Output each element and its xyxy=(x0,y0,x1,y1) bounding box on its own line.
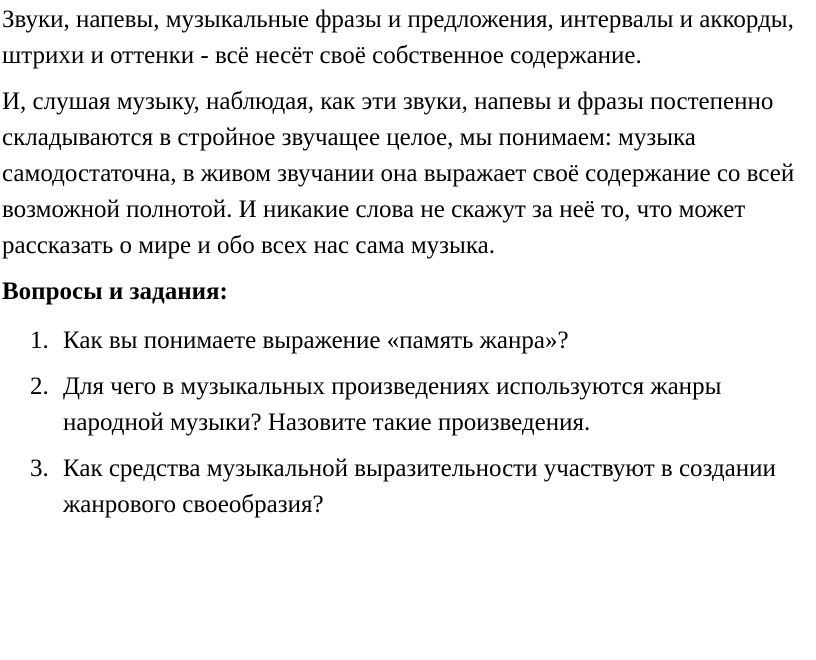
list-item-text: Как средства музыкальной выразительности участвуют в создании жанрового своеобразия? xyxy=(63,455,776,518)
list-item xyxy=(2,369,812,441)
list-item xyxy=(2,323,812,359)
paragraph-intro: Звуки, напевы, музыкальные фразы и предложения, интервалы и аккорды, штрихи и оттенки - всё несёт своё собственное содержание. xyxy=(2,6,794,69)
list-item-number: 3. xyxy=(30,455,49,482)
list-item-number: 1. xyxy=(30,327,49,354)
paragraph-music-meaning: И, слушая музыку, наблюдая, как эти звуки, напевы и фразы постепенно складываются в стройное звучащее целое, мы понимаем: музыка самодостаточна, в живом звучании она выражает своё содержание со всей возможной полнотой. И никакие слова не скажут за неё то, что может рассказать о мире и обо всех нас сама музыка. xyxy=(2,88,795,259)
section-heading: Вопросы и задания: xyxy=(2,278,228,305)
list-item-number: 2. xyxy=(30,373,49,400)
list-item-text: Для чего в музыкальных произведениях используются жанры народной музыки? Назовите такие произведения. xyxy=(63,373,722,436)
list-item-text: Как вы понимаете выражение «память жанра»? xyxy=(63,327,569,354)
list-item xyxy=(2,451,812,523)
question-list xyxy=(2,323,812,523)
document-page xyxy=(2,0,812,523)
